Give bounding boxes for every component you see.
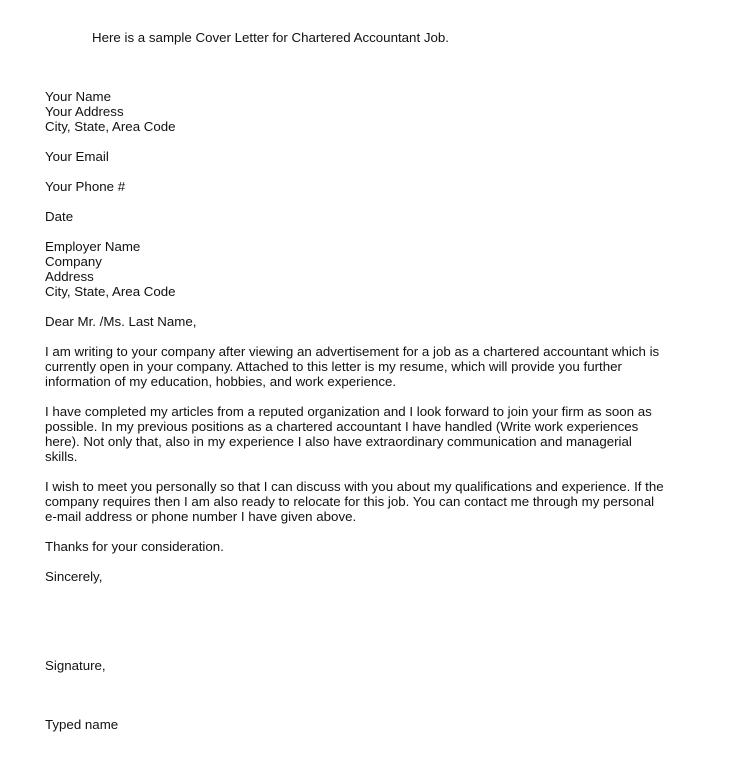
salutation: [45, 314, 665, 329]
sender-email: [45, 149, 665, 164]
typed-name-text: Typed name: [45, 717, 119, 732]
body-paragraph-2: [45, 404, 665, 464]
sender-name: Your Name: [45, 89, 112, 104]
salutation-text: Dear Mr. /Ms. Last Name,: [45, 314, 197, 329]
paragraph-line: I have completed my articles from a reputed organization and I look forward to join your firm as soon as: [45, 404, 652, 419]
paragraph-line: company requires then I am also ready to relocate for this job. You can contact me through my personal: [45, 494, 655, 509]
paragraph-line: skills.: [45, 449, 78, 464]
paragraph-line: I wish to meet you personally so that I can discuss with you about my qualifications and experience. If the: [45, 479, 664, 494]
closing: [45, 569, 665, 584]
sender-address: Your Address: [45, 104, 124, 119]
body-paragraph-3: [45, 479, 665, 524]
sender-phone-text: Your Phone #: [45, 179, 126, 194]
signature-text: Signature,: [45, 658, 106, 673]
letter-date: [45, 209, 665, 224]
sender-email-text: Your Email: [45, 149, 109, 164]
typed-name-line: [45, 717, 665, 732]
paragraph-line: I am writing to your company after viewing an advertisement for a job as a chartered accountant which is: [45, 344, 660, 359]
paragraph-line: e-mail address or phone number I have given above.: [45, 509, 357, 524]
sender-city-state-zip: City, State, Area Code: [45, 119, 176, 134]
thanks-text: Thanks for your consideration.: [45, 539, 224, 554]
body-paragraph-1: [45, 344, 665, 389]
employer-name: Employer Name: [45, 239, 141, 254]
signature-line: [45, 658, 665, 673]
employer-city-state-zip: City, State, Area Code: [45, 284, 176, 299]
paragraph-line: here). Not only that, also in my experience I also have extraordinary communication and managerial: [45, 434, 632, 449]
paragraph-line: currently open in your company. Attached to this letter is my resume, which will provide you further: [45, 359, 622, 374]
intro-line: Here is a sample Cover Letter for Chartered Accountant Job.: [92, 30, 449, 45]
paragraph-line: information of my education, hobbies, and work experience.: [45, 374, 397, 389]
closing-text: Sincerely,: [45, 569, 103, 584]
thanks-line: [45, 539, 665, 554]
sender-address-block: [45, 89, 665, 134]
letter-date-text: Date: [45, 209, 74, 224]
employer-address: Address: [45, 269, 94, 284]
paragraph-line: possible. In my previous positions as a chartered accountant I have handled (Write work experiences: [45, 419, 639, 434]
sender-phone: [45, 179, 665, 194]
employer-address-block: [45, 239, 665, 299]
employer-company: Company: [45, 254, 102, 269]
